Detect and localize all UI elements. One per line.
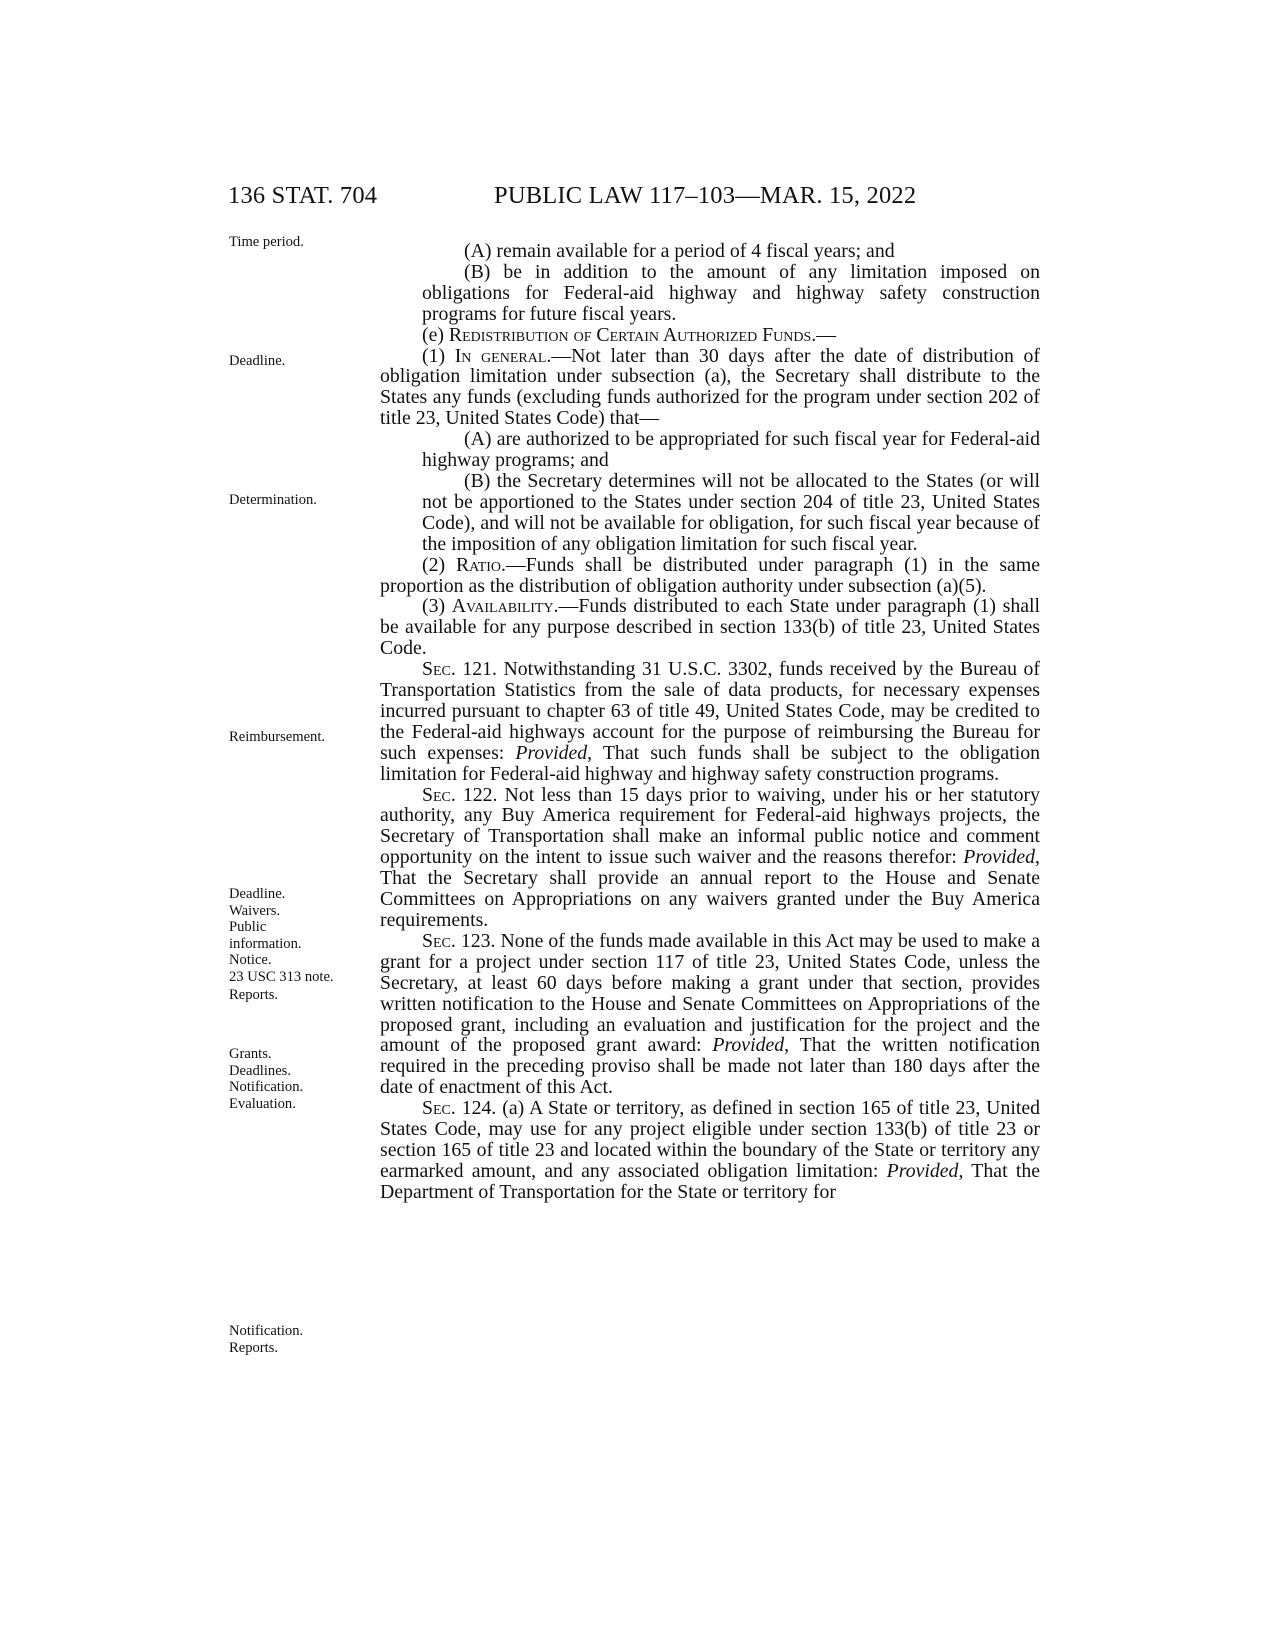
page-number: 136 STAT. 704 bbox=[228, 182, 378, 209]
paragraph-e3: (3) Availability.—Funds distributed to each State under paragraph (1) shall be available for any purpose described in section 133(b) of title 23, United States Code. bbox=[380, 595, 1040, 660]
margin-note-sec-124: Notification. Reports. bbox=[229, 1323, 304, 1356]
margin-note-sec-123: Grants. Deadlines. Notification. Evaluation. bbox=[229, 1046, 304, 1112]
section-122: Sec. 122. Not less than 15 days prior to waiving, under his or her statutory authority, any Buy America requirement for Federal-aid highways projects, the Secretary of Transportation shall make an informal public notice and comment opportunity on the intent to issue such waiver and the reasons therefor: Provided, That the Secretary shall provide an annual report to the House and Senate Committees on Appropriations on any waivers granted under the Buy America requirements. bbox=[380, 783, 1040, 931]
margin-note-time-period: Time period. bbox=[229, 234, 304, 250]
margin-note-determination: Determination. bbox=[229, 492, 317, 508]
section-123: Sec. 123. None of the funds made available in this Act may be used to make a grant for a project under section 117 of title 23, United States Code, unless the Secretary, at least 60 days before making a grant under that section, provides written notification to the House and Senate Committees on Appropriations of the proposed grant, including an evaluation and justification for the project and the amount of the proposed grant award: Provided, That the written notification required in the preceding proviso shall be made not later than 180 days after the date of enactment of this Act. bbox=[380, 929, 1040, 1099]
statute-text bbox=[380, 241, 1040, 1203]
paragraph-e2: (2) Ratio.—Funds shall be distributed under paragraph (1) in the same proportion as the distribution of obligation authority under subsection (a)(5). bbox=[380, 553, 1040, 597]
paragraph-e1: (1) In general.—Not later than 30 days after the date of distribution of obligation limitation under subsection (a), the Secretary shall distribute to the States any funds (excluding funds authorized for the program under section 202 of title 23, United States Code) that— bbox=[380, 344, 1040, 430]
paragraph-e1-a: (A) are authorized to be appropriated for such fiscal year for Federal-aid highway programs; and bbox=[422, 428, 1040, 472]
subsection-e-heading: Redistribution of Certain Authorized Funds.— bbox=[448, 323, 837, 346]
paragraph-d-b: (B) be in addition to the amount of any limitation imposed on obligations for Federal-aid highway and highway safety construction programs for future fiscal years. bbox=[422, 260, 1040, 325]
paragraph-e1-b: (B) the Secretary determines will not be allocated to the States (or will not be apportioned to the States under section 204 of title 23, United States Code), and will not be available for obligation, for such fiscal year because of the imposition of any obligation limitation for such fiscal year. bbox=[422, 469, 1040, 555]
margin-note-reimbursement: Reimbursement. bbox=[229, 729, 326, 745]
section-124: Sec. 124. (a) A State or territory, as defined in section 165 of title 23, United States Code, may use for any project eligible under section 133(b) of title 23 or section 165 of title 23 and located within the boundary of the State or territory any earmarked amount, and any associated obligation limitation: Provided, That the Department of Transportation for the State or territory for bbox=[380, 1097, 1040, 1203]
margin-note-sec-122: Deadline. Waivers. Public information. Notice. 23 USC 313 note. bbox=[229, 886, 334, 985]
running-title: PUBLIC LAW 117–103—MAR. 15, 2022 bbox=[494, 182, 917, 209]
margin-note-deadline: Deadline. bbox=[229, 353, 286, 369]
subsection-e: (e) Redistribution of Certain Authorized Funds.— bbox=[422, 323, 837, 346]
section-121: Sec. 121. Notwithstanding 31 U.S.C. 3302, funds received by the Bureau of Transportation Statistics from the sale of data products, for necessary expenses incurred pursuant to chapter 63 of title 49, United States Code, may be credited to the Federal-aid highways account for the purpose of reimbursing the Bureau for such expenses: Provided, That such funds shall be subject to the obligation limitation for Federal-aid highway and highway safety construction programs. bbox=[380, 658, 1040, 785]
margin-note-reports: Reports. bbox=[229, 987, 279, 1003]
paragraph-d-a: (A) remain available for a period of 4 fiscal years; and bbox=[464, 240, 895, 262]
